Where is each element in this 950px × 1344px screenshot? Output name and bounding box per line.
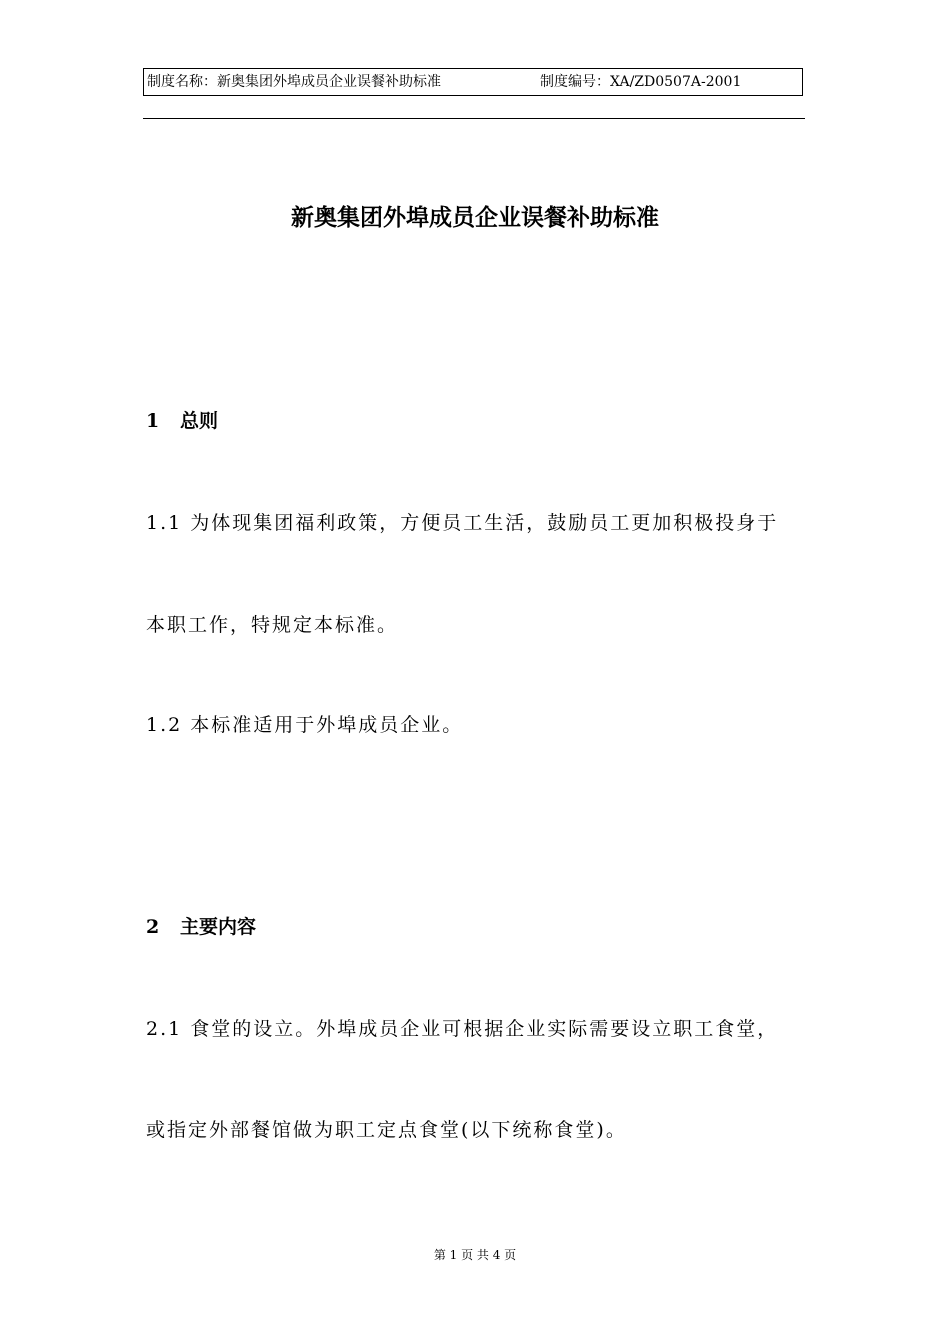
paragraph-line: 1.1 为体现集团福利政策，方便员工生活，鼓励员工更加积极投身于 bbox=[146, 512, 779, 534]
paragraph-line: 或指定外部餐馆做为职工定点食堂(以下统称食堂)。 bbox=[146, 1119, 627, 1141]
paragraph-line: 1.2 本标准适用于外埠成员企业。 bbox=[146, 714, 464, 736]
paragraph-line: 本职工作，特规定本标准。 bbox=[146, 614, 399, 636]
regulation-number: 制度编号：XA/ZD0507A-2001 bbox=[540, 74, 742, 90]
section-heading-general bbox=[146, 406, 218, 436]
paragraph-line: 2.1 食堂的设立。外埠成员企业可根据企业实际需要设立职工食堂， bbox=[146, 1018, 779, 1040]
section-heading-main-content bbox=[146, 912, 256, 942]
document-header-box bbox=[143, 68, 803, 96]
section-number: 2 bbox=[146, 916, 160, 938]
regulation-name: 制度名称：新奥集团外埠成员企业误餐补助标准 bbox=[147, 74, 441, 90]
section-title: 主要内容 bbox=[180, 916, 257, 938]
page-footer: 第 1 页 共 4 页 bbox=[433, 1248, 517, 1262]
header-divider bbox=[143, 118, 805, 119]
document-title: 新奥集团外埠成员企业误餐补助标准 bbox=[291, 204, 659, 231]
section-title: 总则 bbox=[180, 410, 219, 432]
section-number: 1 bbox=[146, 410, 160, 432]
